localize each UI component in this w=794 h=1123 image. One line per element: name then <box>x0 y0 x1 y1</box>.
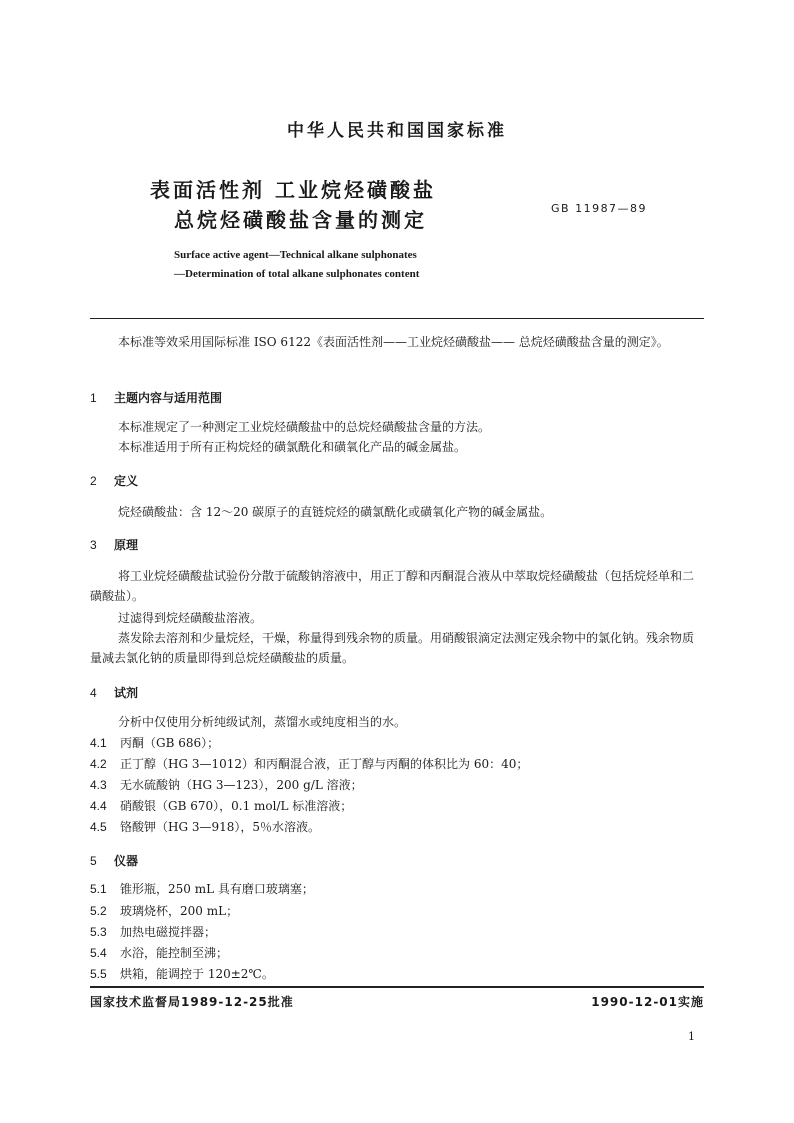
section-3-heading <box>90 536 138 553</box>
section-title: 仪器 <box>114 854 139 868</box>
section-3-paragraph-2: 过滤得到烷烃磺酸盐溶液。 <box>118 611 263 625</box>
section-title: 原理 <box>114 538 139 552</box>
national-standard-heading: 中华人民共和国国家标准 <box>287 121 507 141</box>
item-text: 烘箱，能调控于 120±2℃。 <box>120 967 274 981</box>
item-number: 5.1 <box>90 882 107 896</box>
header-divider <box>90 318 704 319</box>
section-number: 3 <box>90 538 97 552</box>
title-line-2: 总烷烃磺酸盐含量的测定 <box>174 208 427 232</box>
item-text: 正丁醇（HG 3—1012）和丙酮混合液，正丁醇与丙酮的体积比为 60：40； <box>120 757 529 771</box>
list-item <box>90 965 274 982</box>
item-text: 玻璃烧杯，200 mL； <box>120 904 239 918</box>
section-4-paragraph-1: 分析中仅使用分析纯级试剂，蒸馏水或纯度相当的水。 <box>118 715 407 729</box>
section-1-paragraph-1: 本标准规定了一种测定工业烷烃磺酸盐中的总烷烃磺酸盐含量的方法。 <box>118 420 491 434</box>
footer-divider <box>90 986 704 988</box>
section-title: 定义 <box>114 474 139 488</box>
item-text: 无水硫酸钠（HG 3—123），200 g/L 溶液； <box>120 778 363 792</box>
english-title-line-2: —Determination of total alkane sulphonates content <box>174 268 420 280</box>
section-1-paragraph-2: 本标准适用于所有正构烷烃的磺氯酰化和磺氧化产品的碱金属盐。 <box>118 440 467 454</box>
item-text: 硝酸银（GB 670），0.1 mol/L 标准溶液； <box>120 799 353 813</box>
list-item <box>90 902 238 919</box>
section-number: 2 <box>90 474 97 488</box>
section-3-paragraph-3: 蒸发除去溶剂和少量烷烃，干燥，称量得到残余物的质量。用硝酸银滴定法测定残余物中的氯化钠。残余物质量减去氯化钠的质量即得到总烷烃磺酸盐的质量。 <box>90 631 695 665</box>
item-number: 4.2 <box>90 757 107 771</box>
section-3-paragraph-1: 将工业烷烃磺酸盐试验份分散于硫酸钠溶液中，用正丁醇和丙酮混合液从中萃取烷烃磺酸盐（包括烷烃单和二磺酸盐）。 <box>90 569 695 603</box>
item-number: 4.4 <box>90 799 107 813</box>
effective-date: 1990-12-01实施 <box>591 995 704 1009</box>
section-2-heading <box>90 472 138 489</box>
list-item <box>90 818 320 835</box>
section-title: 主题内容与适用范围 <box>114 391 223 405</box>
intro-paragraph: 本标准等效采用国际标准 ISO 6122《表面活性剂——工业烷烃磺酸盐—— 总烷烃磺酸盐含量的测定》。 <box>118 335 669 349</box>
item-text: 水浴，能控制至沸； <box>120 946 229 960</box>
section-2-paragraph-1: 烷烃磺酸盐：含 12～20 碳原子的直链烷烃的磺氯酰化或磺氧化产物的碱金属盐。 <box>118 505 553 519</box>
list-item <box>90 776 363 793</box>
standard-code: GB 11987—89 <box>551 202 648 215</box>
item-number: 4.1 <box>90 736 107 750</box>
section-number: 5 <box>90 854 97 868</box>
list-item <box>90 734 219 751</box>
item-number: 5.5 <box>90 967 107 981</box>
item-number: 5.3 <box>90 925 107 939</box>
list-item <box>90 755 528 772</box>
section-4-heading <box>90 684 138 701</box>
item-text: 锥形瓶，250 mL 具有磨口玻璃塞； <box>120 882 314 896</box>
english-title-line-1: Surface active agent—Technical alkane sulphonates <box>174 249 417 261</box>
item-number: 4.5 <box>90 820 107 834</box>
list-item <box>90 944 228 961</box>
section-1-heading <box>90 389 222 406</box>
title-line-1: 表面活性剂 工业烷烃磺酸盐 <box>150 178 436 202</box>
item-text: 加热电磁搅拌器； <box>120 925 217 939</box>
item-text: 铬酸钾（HG 3—918），5％水溶液。 <box>120 820 321 834</box>
approval-date: 国家技术监督局1989-12-25批准 <box>90 995 294 1009</box>
item-text: 丙酮（GB 686）； <box>120 736 220 750</box>
list-item <box>90 923 216 940</box>
item-number: 5.2 <box>90 904 107 918</box>
section-5-heading <box>90 852 138 869</box>
item-number: 5.4 <box>90 946 107 960</box>
list-item <box>90 797 352 814</box>
item-number: 4.3 <box>90 778 107 792</box>
page-number: 1 <box>688 1030 695 1043</box>
list-item <box>90 880 314 897</box>
section-title: 试剂 <box>114 686 139 700</box>
section-number: 4 <box>90 686 97 700</box>
section-number: 1 <box>90 391 97 405</box>
